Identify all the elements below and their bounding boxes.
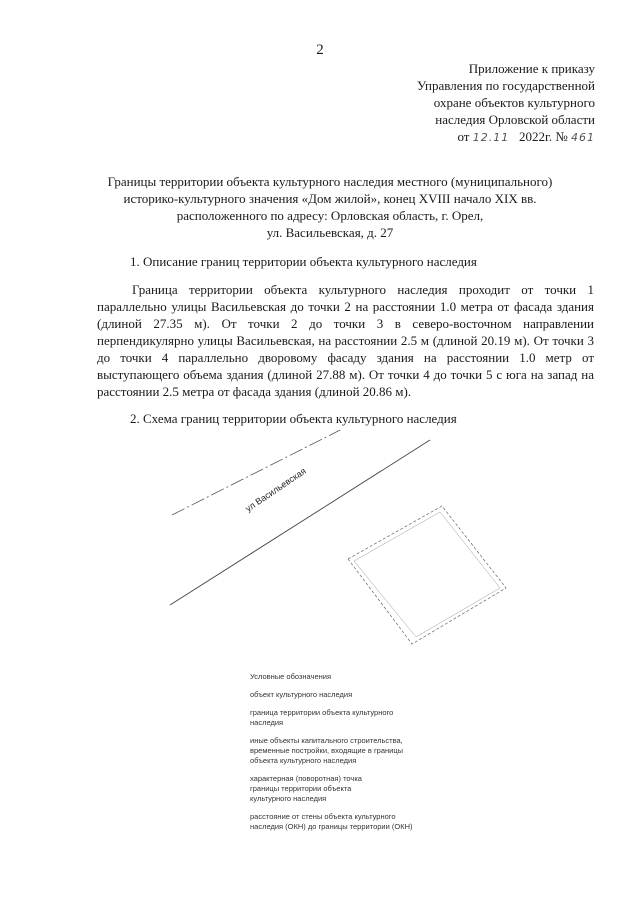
date-prefix: от — [457, 129, 470, 144]
appendix-date-line — [335, 128, 595, 146]
legend-item — [250, 774, 450, 804]
appendix-line: охране объектов культурного — [433, 95, 595, 110]
document-title — [90, 173, 570, 241]
street-edge-lower — [170, 440, 430, 605]
handwritten-day: 12.11 — [472, 131, 510, 144]
title-line: Границы территории объекта культурного наследия местного (муниципального) — [107, 174, 553, 189]
legend-item-text: наследия (ОКН) до границы территории (ОКН) — [250, 822, 413, 831]
appendix-block — [335, 60, 595, 146]
legend-item — [250, 690, 450, 700]
legend-item-text: граница территории объекта культурного — [250, 708, 394, 717]
appendix-line: наследия Орловской области — [435, 112, 595, 127]
title-line: историко-культурного значения «Дом жилой», конец XVIII начало XIX вв. — [123, 191, 537, 206]
date-year: 2022г. № — [518, 129, 568, 144]
legend-item-text: наследия — [250, 718, 284, 727]
legend-item — [250, 812, 450, 832]
title-line: ул. Васильевская, д. 27 — [266, 225, 394, 240]
title-line: расположенного по адресу: Орловская область, г. Орел, — [176, 208, 484, 223]
legend-item-text: объект культурного наследия — [250, 690, 353, 699]
appendix-line: Управления по государственной — [416, 78, 595, 93]
legend-item-text: объекта культурного наследия — [250, 756, 357, 765]
section2-heading: 2. Схема границ территории объекта культурного наследия — [130, 411, 457, 426]
legend — [250, 672, 450, 840]
section1-heading: 1. Описание границ территории объекта культурного наследия — [130, 254, 477, 269]
legend-item — [250, 736, 450, 766]
street-label: ул Васильевская — [243, 465, 308, 514]
boundary-scheme — [160, 430, 600, 660]
legend-item-text: границы территории объекта — [250, 784, 352, 793]
legend-item-text: характерная (поворотная) точка — [250, 774, 362, 783]
handwritten-number: 461 — [571, 131, 595, 144]
legend-item — [250, 708, 450, 728]
legend-title: Условные обозначения — [250, 672, 332, 681]
section1-body: Граница территории объекта культурного наследия проходит от точки 1 параллельно улицы Васильевская до точки 2 на расстоянии 1.0 метра от фасада здания (длиной 27.35 м). От точки 2 до точки 3 в северо-восточном направлении перпендикулярно улицы Васильевская, на расстоянии 2.5 м (длиной 20.19 м). От точки 3 до точки 4 параллельно дворовому фасаду здания на расстоянии 1.0 метр от выступающего объема здания (длиной 27.88 м). От точки 4 до точки 5 с юга на запад на расстоянии 2.5 метра от фасада здания (длиной 20.86 м). — [97, 282, 594, 399]
legend-item-text: временные постройки, входящие в границы — [250, 746, 404, 755]
page-number: 2 — [316, 42, 324, 58]
territory-boundary — [348, 506, 506, 644]
appendix-line: Приложение к приказу — [468, 61, 595, 76]
legend-item-text: расстояние от стены объекта культурного — [250, 812, 396, 821]
heritage-building — [354, 512, 500, 637]
legend-item-text: культурного наследия — [250, 794, 327, 803]
legend-item-text: иные объекты капитального строительства, — [250, 736, 403, 745]
